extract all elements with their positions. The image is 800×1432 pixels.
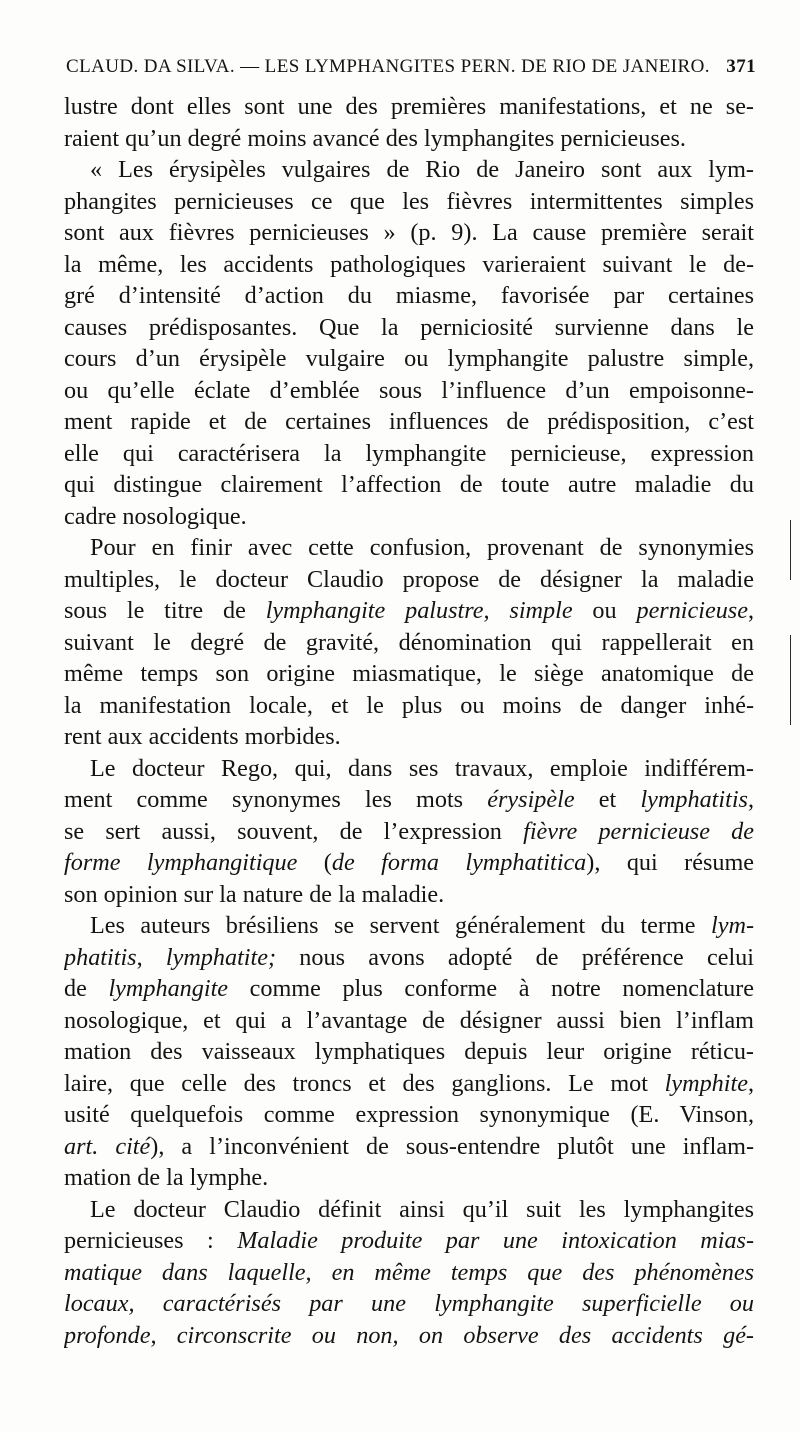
text-line: cadre nosologique. — [64, 502, 247, 530]
text-line: mation des vaisseaux lymphatiques depuis leur origine réticu- — [64, 1038, 754, 1065]
text-line: qui distingue clairement l’affection de toute autre maladie du — [64, 471, 754, 498]
body-text — [64, 91, 754, 1351]
text-line: locaux, caractérisés par une lymphangite superficielle ou — [64, 1290, 754, 1317]
text-line: gré d’intensité d’action du miasme, favorisée par certaines — [64, 282, 754, 309]
text-line: ment rapide et de certaines influences de prédisposition, c’est — [64, 408, 754, 435]
text-line: art. cité), a l’inconvénient de sous-entendre plutôt une inflam- — [64, 1132, 754, 1160]
text-line: mation de la lymphe. — [64, 1164, 269, 1191]
text-line: ou qu’elle éclate d’emblée sous l’influence d’un empoisonne- — [64, 376, 754, 404]
text-line: ment comme synonymes les mots érysipèle et lymphatitis, — [64, 786, 754, 813]
text-line: suivant le degré de gravité, dénomination qui rappellerait en — [64, 628, 754, 656]
text-line: « Les érysipèles vulgaires de Rio de Janeiro sont aux lym- — [90, 156, 754, 183]
text-line: multiples, le docteur Claudio propose de désigner la maladie — [64, 565, 754, 593]
text-line: Pour en finir avec cette confusion, provenant de synonymies — [90, 534, 754, 561]
text-line: la manifestation locale, et le plus ou moins de danger inhé- — [64, 691, 754, 719]
text-line: Les auteurs brésiliens se servent généralement du terme lym- — [90, 912, 754, 939]
text-line: phatitis, lymphatite; nous avons adopté de préférence celui — [64, 943, 754, 971]
text-line: usité quelquefois comme expression synonymique (E. Vinson, — [64, 1101, 754, 1128]
text-line: son opinion sur la nature de la maladie. — [64, 880, 445, 908]
text-line: lustre dont elles sont une des premières manifestations, et ne se- — [64, 93, 754, 120]
text-line: elle qui caractérisera la lymphangite pernicieuse, expression — [64, 439, 754, 467]
text-line: laire, que celle des troncs et des ganglions. Le mot lymphite, — [64, 1069, 754, 1097]
text-line: forme lymphangitique (de forma lymphatitica), qui résume — [64, 849, 754, 876]
text-line: rent aux accidents morbides. — [64, 723, 341, 750]
text-line: même temps son origine miasmatique, le siège anatomique de — [64, 660, 754, 687]
running-header — [66, 56, 756, 86]
margin-mark — [776, 520, 791, 580]
text-line: Le docteur Claudio définit ainsi qu’il suit les lymphangites — [90, 1195, 754, 1223]
text-line: profonde, circonscrite ou non, on observe des accidents gé- — [64, 1321, 754, 1349]
text-line: se sert aussi, souvent, de l’expression fièvre pernicieuse de — [64, 817, 754, 845]
running-head: CLAUD. DA SILVA. — LES LYMPHANGITES PERN. DE RIO DE JANEIRO. — [66, 56, 710, 77]
text-line: raient qu’un degré moins avancé des lymphangites pernicieuses. — [64, 124, 686, 152]
text-line: nosologique, et qui a l’avantage de désigner aussi bien l’inflam — [64, 1006, 754, 1034]
text-line: causes prédisposantes. Que la perniciosité survienne dans le — [64, 313, 754, 341]
text-line: cours d’un érysipèle vulgaire ou lymphangite palustre simple, — [64, 345, 754, 372]
margin-mark — [776, 635, 791, 725]
text-line: Le docteur Rego, qui, dans ses travaux, emploie indifférem- — [90, 754, 754, 782]
text-line: sous le titre de lymphangite palustre, simple ou pernicieuse, — [64, 597, 754, 624]
text-line: matique dans laquelle, en même temps que des phénomènes — [64, 1258, 754, 1286]
text-line: de lymphangite comme plus conforme à notre nomenclature — [64, 975, 754, 1002]
text-line: sont aux fièvres pernicieuses » (p. 9). La cause première serait — [64, 219, 754, 246]
text-line: pernicieuses : Maladie produite par une intoxication mias- — [64, 1227, 754, 1254]
text-line: phangites pernicieuses ce que les fièvres intermittentes simples — [64, 187, 754, 215]
text-line: la même, les accidents pathologiques varieraient suivant le de- — [64, 250, 754, 278]
page-number: 371 — [726, 56, 756, 77]
